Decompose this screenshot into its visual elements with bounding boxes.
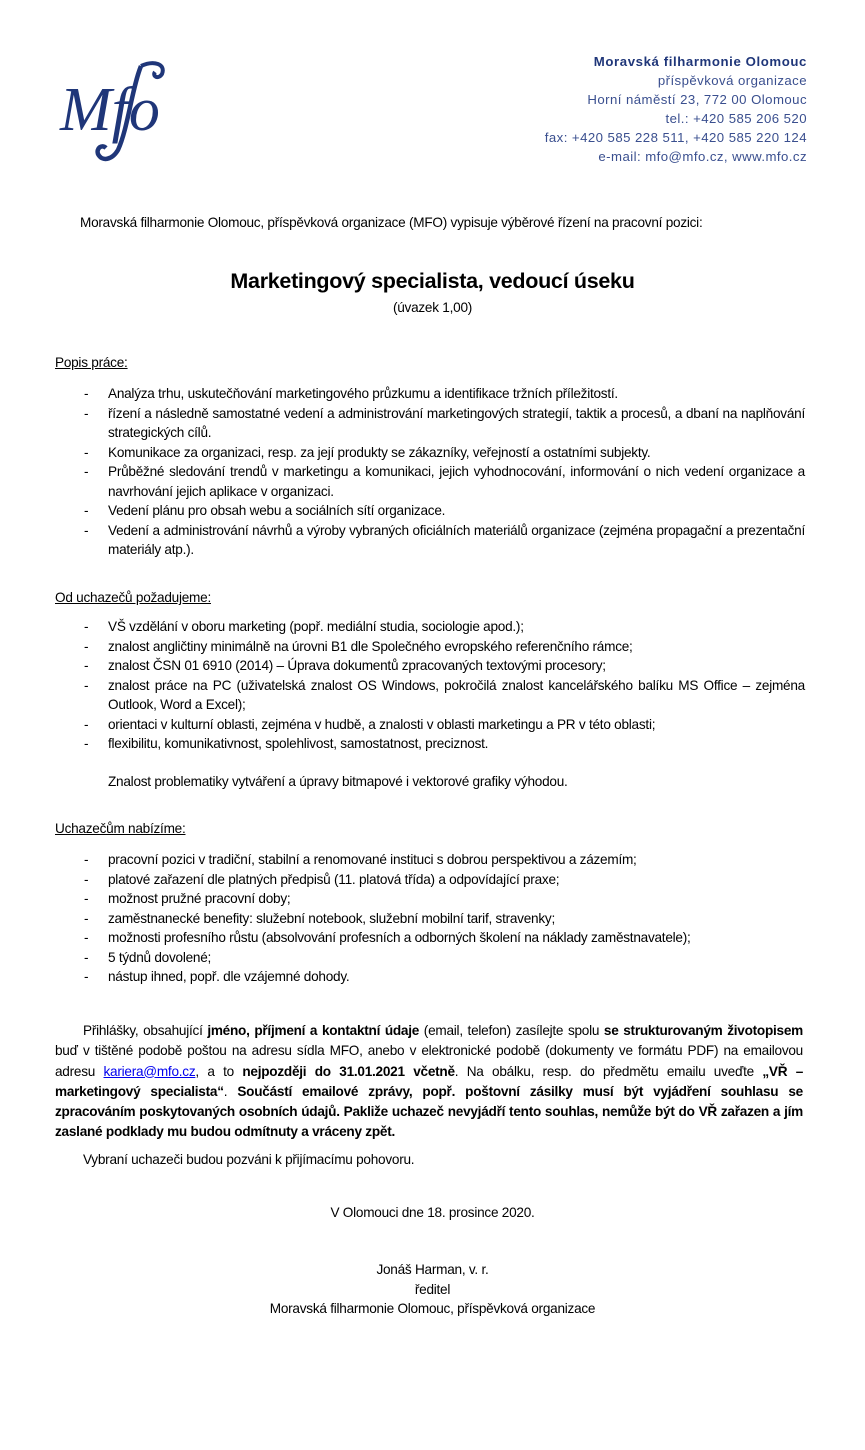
logo-flourish-top: [141, 63, 163, 77]
letterhead-address: Horní náměstí 23, 772 00 Olomouc: [587, 92, 807, 107]
mfo-logo: [58, 58, 188, 163]
signature-org: Moravská filharmonie Olomouc, příspěvková organizace: [269, 1301, 596, 1316]
letterhead-org-name: Moravská filharmonie Olomouc: [593, 54, 807, 69]
signature-role: ředitel: [414, 1281, 451, 1297]
application-text: (email, telefon) zasílejte spolu: [419, 1023, 604, 1038]
list-item: - platové zařazení dle platných předpisů (11. platová třída) a odpovídající praxe;: [55, 870, 805, 890]
section-heading-offer: Uchazečům nabízíme:: [55, 821, 186, 836]
list-item: - možnosti profesního růstu (absolvování profesních a odborných školení na náklady zaměstnavatele);: [55, 928, 805, 948]
list-item: - pracovní pozici v tradiční, stabilní a renomované instituci s dobrou perspektivou a zázemím;: [55, 850, 805, 870]
list-item: - zaměstnanecké benefity: služební notebook, služební mobilní tarif, stravenky;: [55, 909, 805, 929]
requirements-list: [55, 617, 805, 754]
letterhead-org-type: příspěvková organizace: [657, 73, 807, 88]
list-item: - orientaci v kulturní oblasti, zejména v hudbě, a znalosti v oblasti marketingu a PR v této oblasti;: [55, 715, 805, 735]
section-heading-job-description: Popis práce:: [55, 355, 128, 370]
letterhead-fax: fax: +420 585 228 511, +420 585 220 124: [544, 130, 807, 145]
application-bold-subject: „VŘ – marketingový specialista“: [55, 1063, 804, 1099]
email-link[interactable]: kariera@mfo.cz: [103, 1063, 196, 1079]
intro-text: Moravská filharmonie Olomouc, příspěvková organizace (MFO) vypisuje výběrové řízení na pracovní pozici:: [80, 215, 703, 230]
page-subtitle: (úvazek 1,00): [392, 300, 473, 315]
requirements-note: Znalost problematiky vytváření a úpravy bitmapové i vektorové grafiky výhodou.: [108, 774, 568, 789]
application-text: . Na obálku, resp. do předmětu emailu uveďte: [454, 1063, 763, 1079]
section-heading-requirements: Od uchazečů požadujeme:: [55, 590, 211, 605]
application-bold-contact: jméno, příjmení a kontaktní údaje: [207, 1023, 420, 1038]
application-text: , a to: [195, 1063, 243, 1079]
list-item: - 5 týdnů dovolené;: [55, 948, 805, 968]
list-item: - nástup ihned, popř. dle vzájemné dohody.: [55, 967, 805, 987]
place-date: V Olomouci dne 18. prosince 2020.: [330, 1205, 535, 1220]
offer-list: [55, 850, 805, 987]
mfo-logo-graphic: [58, 58, 188, 163]
list-item: - Průběžné sledování trendů v marketingu a komunikaci, jejich vyhodnocování, informování o nich vedení organizace a navrhování jejich aplikace v organizaci.: [55, 462, 805, 501]
list-item: - VŠ vzdělání v oboru marketing (popř. mediální studia, sociologie apod.);: [55, 617, 805, 637]
letterhead-email-web: e-mail: mfo@mfo.cz, www.mfo.cz: [598, 149, 807, 164]
signature-name: Jonáš Harman, v. r.: [376, 1262, 489, 1277]
letterhead: [545, 52, 807, 166]
list-item: - možnost pružné pracovní doby;: [55, 889, 805, 909]
application-paragraph: [55, 1021, 803, 1143]
application-text: .: [223, 1083, 238, 1099]
application-bold-consent: Součástí emailové zprávy, popř. poštovní zásilky musí být vyjádření souhlasu se zpracováním poskytovaných osobních údajů. Pakliže uchazeč nevyjádří tento souhlas, nemůže být do VŘ zařazen a jím zaslané podklady mu budou odmítnuty a vráceny zpět.: [55, 1083, 803, 1140]
application-bold-cv: se strukturovaným životopisem: [603, 1023, 803, 1038]
application-text: Přihlášky, obsahující: [83, 1023, 208, 1038]
job-description-list: [55, 384, 805, 560]
list-item: - Komunikace za organizaci, resp. za její produkty se zákazníky, veřejností a ostatními subjekty.: [55, 443, 805, 463]
signature-block: [0, 1260, 865, 1319]
letterhead-tel: tel.: +420 585 206 520: [665, 111, 807, 126]
list-item: - znalost práce na PC (uživatelská znalost OS Windows, pokročilá znalost kancelářského balíku MS Office – zejména Outlook, Word a Excel);: [55, 676, 805, 715]
mfo-logo-text: Mfo: [60, 76, 160, 144]
list-item: - Vedení plánu pro obsah webu a sociálních sítí organizace.: [55, 501, 805, 521]
interview-note: Vybraní uchazeči budou pozváni k přijímacímu pohovoru.: [83, 1152, 415, 1167]
list-item: - řízení a následně samostatné vedení a administrování marketingových strategií, taktik a procesů, a dbaní na naplňování strategických cílů.: [55, 404, 805, 443]
application-text: buď v tištěné podobě poštou na adresu sídla MFO, anebo v elektronické podobě (dokumenty ve formátu PDF) na emailovou adresu: [55, 1043, 803, 1079]
page-title: Marketingový specialista, vedoucí úseku: [230, 269, 635, 293]
application-bold-deadline: nejpozději do 31.01.2021 včetně: [242, 1063, 455, 1079]
list-item: - flexibilitu, komunikativnost, spolehlivost, samostatnost, preciznost.: [55, 734, 805, 754]
list-item: - znalost angličtiny minimálně na úrovni B1 dle Společného evropského referenčního rámce;: [55, 637, 805, 657]
list-item: - Vedení a administrování návrhů a výroby vybraných oficiálních materiálů organizace (zejména propagační a prezentační materiály atp.).: [55, 521, 805, 560]
list-item: - znalost ČSN 01 6910 (2014) – Úprava dokumentů zpracovaných textovými procesory;: [55, 656, 805, 676]
list-item: - Analýza trhu, uskutečňování marketingového průzkumu a identifikace tržních příležitostí.: [55, 384, 805, 404]
